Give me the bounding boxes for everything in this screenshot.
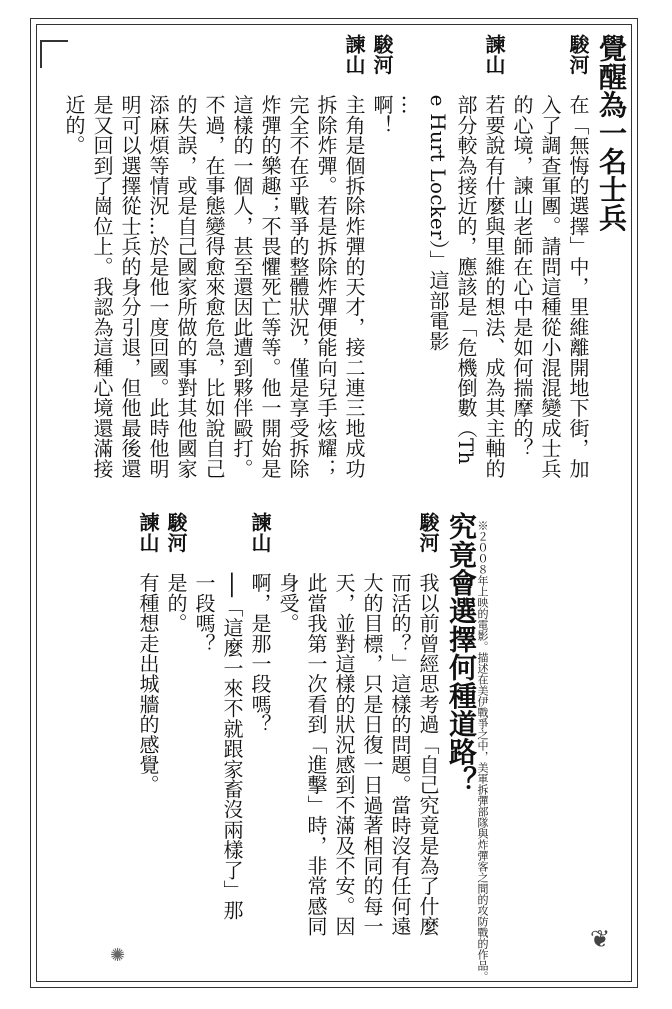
dialogue-line [340, 34, 368, 494]
dialogue-line [60, 34, 88, 494]
dialogue-line [424, 34, 452, 494]
speaker-label: 駿河 [370, 34, 394, 95]
dialogue-text: 天，並對這樣的狀況感到不滿及不安。因 [332, 572, 356, 937]
dialogue-line [302, 512, 330, 952]
dialogue-line [396, 34, 424, 494]
dialogue-text: ──「這麼一來不就跟家畜沒兩樣了」那 [220, 572, 244, 921]
speaker-label: 諫山 [342, 34, 366, 95]
dialogue-text: 啊！ [370, 94, 394, 136]
dialogue-line [162, 512, 190, 952]
dialogue-text: 部分較為接近的，應該是「危機倒數（Th [454, 94, 478, 465]
dialogue-line [330, 512, 358, 952]
dialogue-text: 啊，是那一段嗎？ [248, 572, 272, 735]
dialogue-text: 的心境，諫山老師在心中是如何揣摩的？ [510, 94, 534, 459]
dialogue-line [312, 34, 340, 494]
dialogue-text: 而活的？」這樣的問題。當時沒有任何遠 [388, 572, 412, 937]
dialogue-line [480, 34, 508, 494]
footnote: ※２００８年上映的電影。描述在美伊戰爭之中，美軍拆彈部隊與炸彈客之間的攻防戰的作品。 [476, 520, 489, 982]
dialogue-line [256, 34, 284, 494]
dialogue-line [564, 34, 592, 494]
dialogue-text: 有種想走出城牆的感覺。 [136, 572, 160, 795]
dialogue-text: 的失誤，或是自己國家所做的事對其他國家 [174, 94, 198, 479]
dialogue-text: 一段嗎？ [192, 572, 216, 654]
dialogue-line [134, 512, 162, 952]
ink-splatter-ornament: ✺ [110, 945, 126, 966]
dialogue-text: 我以前曾經思考過「自己究竟是為了什麼 [416, 572, 440, 937]
dialogue-text: 身受。 [276, 572, 300, 634]
speaker-label: 駿河 [416, 512, 440, 573]
speaker-label: 諫山 [248, 512, 272, 573]
dialogue-line [228, 34, 256, 494]
speaker-label: 駿河 [566, 34, 590, 95]
dialogue-text: 拆除炸彈。若是拆除炸彈便能向兒手炫耀； [314, 94, 338, 479]
dialogue-text: 大的目標，只是日復一日過著相同的每一 [360, 572, 384, 937]
dialogue-text: 入了調查軍團。請問這種從小混混變成士兵 [538, 94, 562, 479]
dialogue-line [88, 34, 116, 494]
dialogue-line [508, 34, 536, 494]
dialogue-line [358, 512, 386, 952]
dialogue-text: 在「無悔的選擇」中，里維離開地下街，加 [566, 94, 590, 479]
dialogue-line [116, 34, 144, 494]
dialogue-text: … [398, 94, 422, 115]
dialogue-line [414, 512, 442, 952]
dialogue-line [368, 34, 396, 494]
speaker-label: 諫山 [136, 512, 160, 573]
dialogue-text: 主角是個拆除炸彈的天才，接二連三地成功 [342, 94, 366, 479]
dialogue-text: 炸彈的樂趣；不畏懼死亡等等。他一開始是 [258, 94, 282, 479]
dialogue-text: 明可以選擇從士兵的身分引退，但他最後還 [118, 94, 142, 479]
dialogue-text: 不過，在事態變得愈來愈危急，比如說自己 [202, 94, 226, 479]
section-heading: 究竟會選擇何種道路？ [445, 512, 478, 794]
dialogue-text: 這樣的一個人，甚至還因此遭到夥伴毆打。 [230, 94, 254, 479]
section-heading: 覺醒為一名士兵 [595, 34, 628, 232]
flourish-ornament: ❦ [590, 925, 611, 953]
speaker-label: 諫山 [482, 34, 506, 95]
dialogue-text: 若要說有什麼與里維的想法、成為其主軸的 [482, 94, 506, 479]
dialogue-line [452, 34, 480, 494]
dialogue-text: 是又回到了崗位上。我認為這種心境還滿接 [90, 94, 114, 479]
dialogue-line [144, 34, 172, 494]
dialogue-text: e Hurt Locker）」這部電影 [426, 94, 450, 351]
dialogue-text: 此當我第一次看到「進擊」時，非常感同 [304, 572, 328, 937]
dialogue-text: 是的。 [164, 572, 188, 634]
dialogue-line [536, 34, 564, 494]
dialogue-line [190, 512, 218, 952]
dialogue-line [246, 512, 274, 952]
dialogue-text: 完全不在乎戰爭的整體狀況，僅是享受拆除 [286, 94, 310, 479]
dialogue-text: 近的。 [62, 94, 86, 156]
dialogue-line [386, 512, 414, 952]
speaker-label: 駿河 [164, 512, 188, 573]
dialogue-line [218, 512, 246, 952]
dialogue-text: 添麻煩等情況…於是他一度回國。此時他明 [146, 94, 170, 479]
dialogue-line [200, 34, 228, 494]
dialogue-line [284, 34, 312, 494]
dialogue-line [172, 34, 200, 494]
dialogue-line [274, 512, 302, 952]
